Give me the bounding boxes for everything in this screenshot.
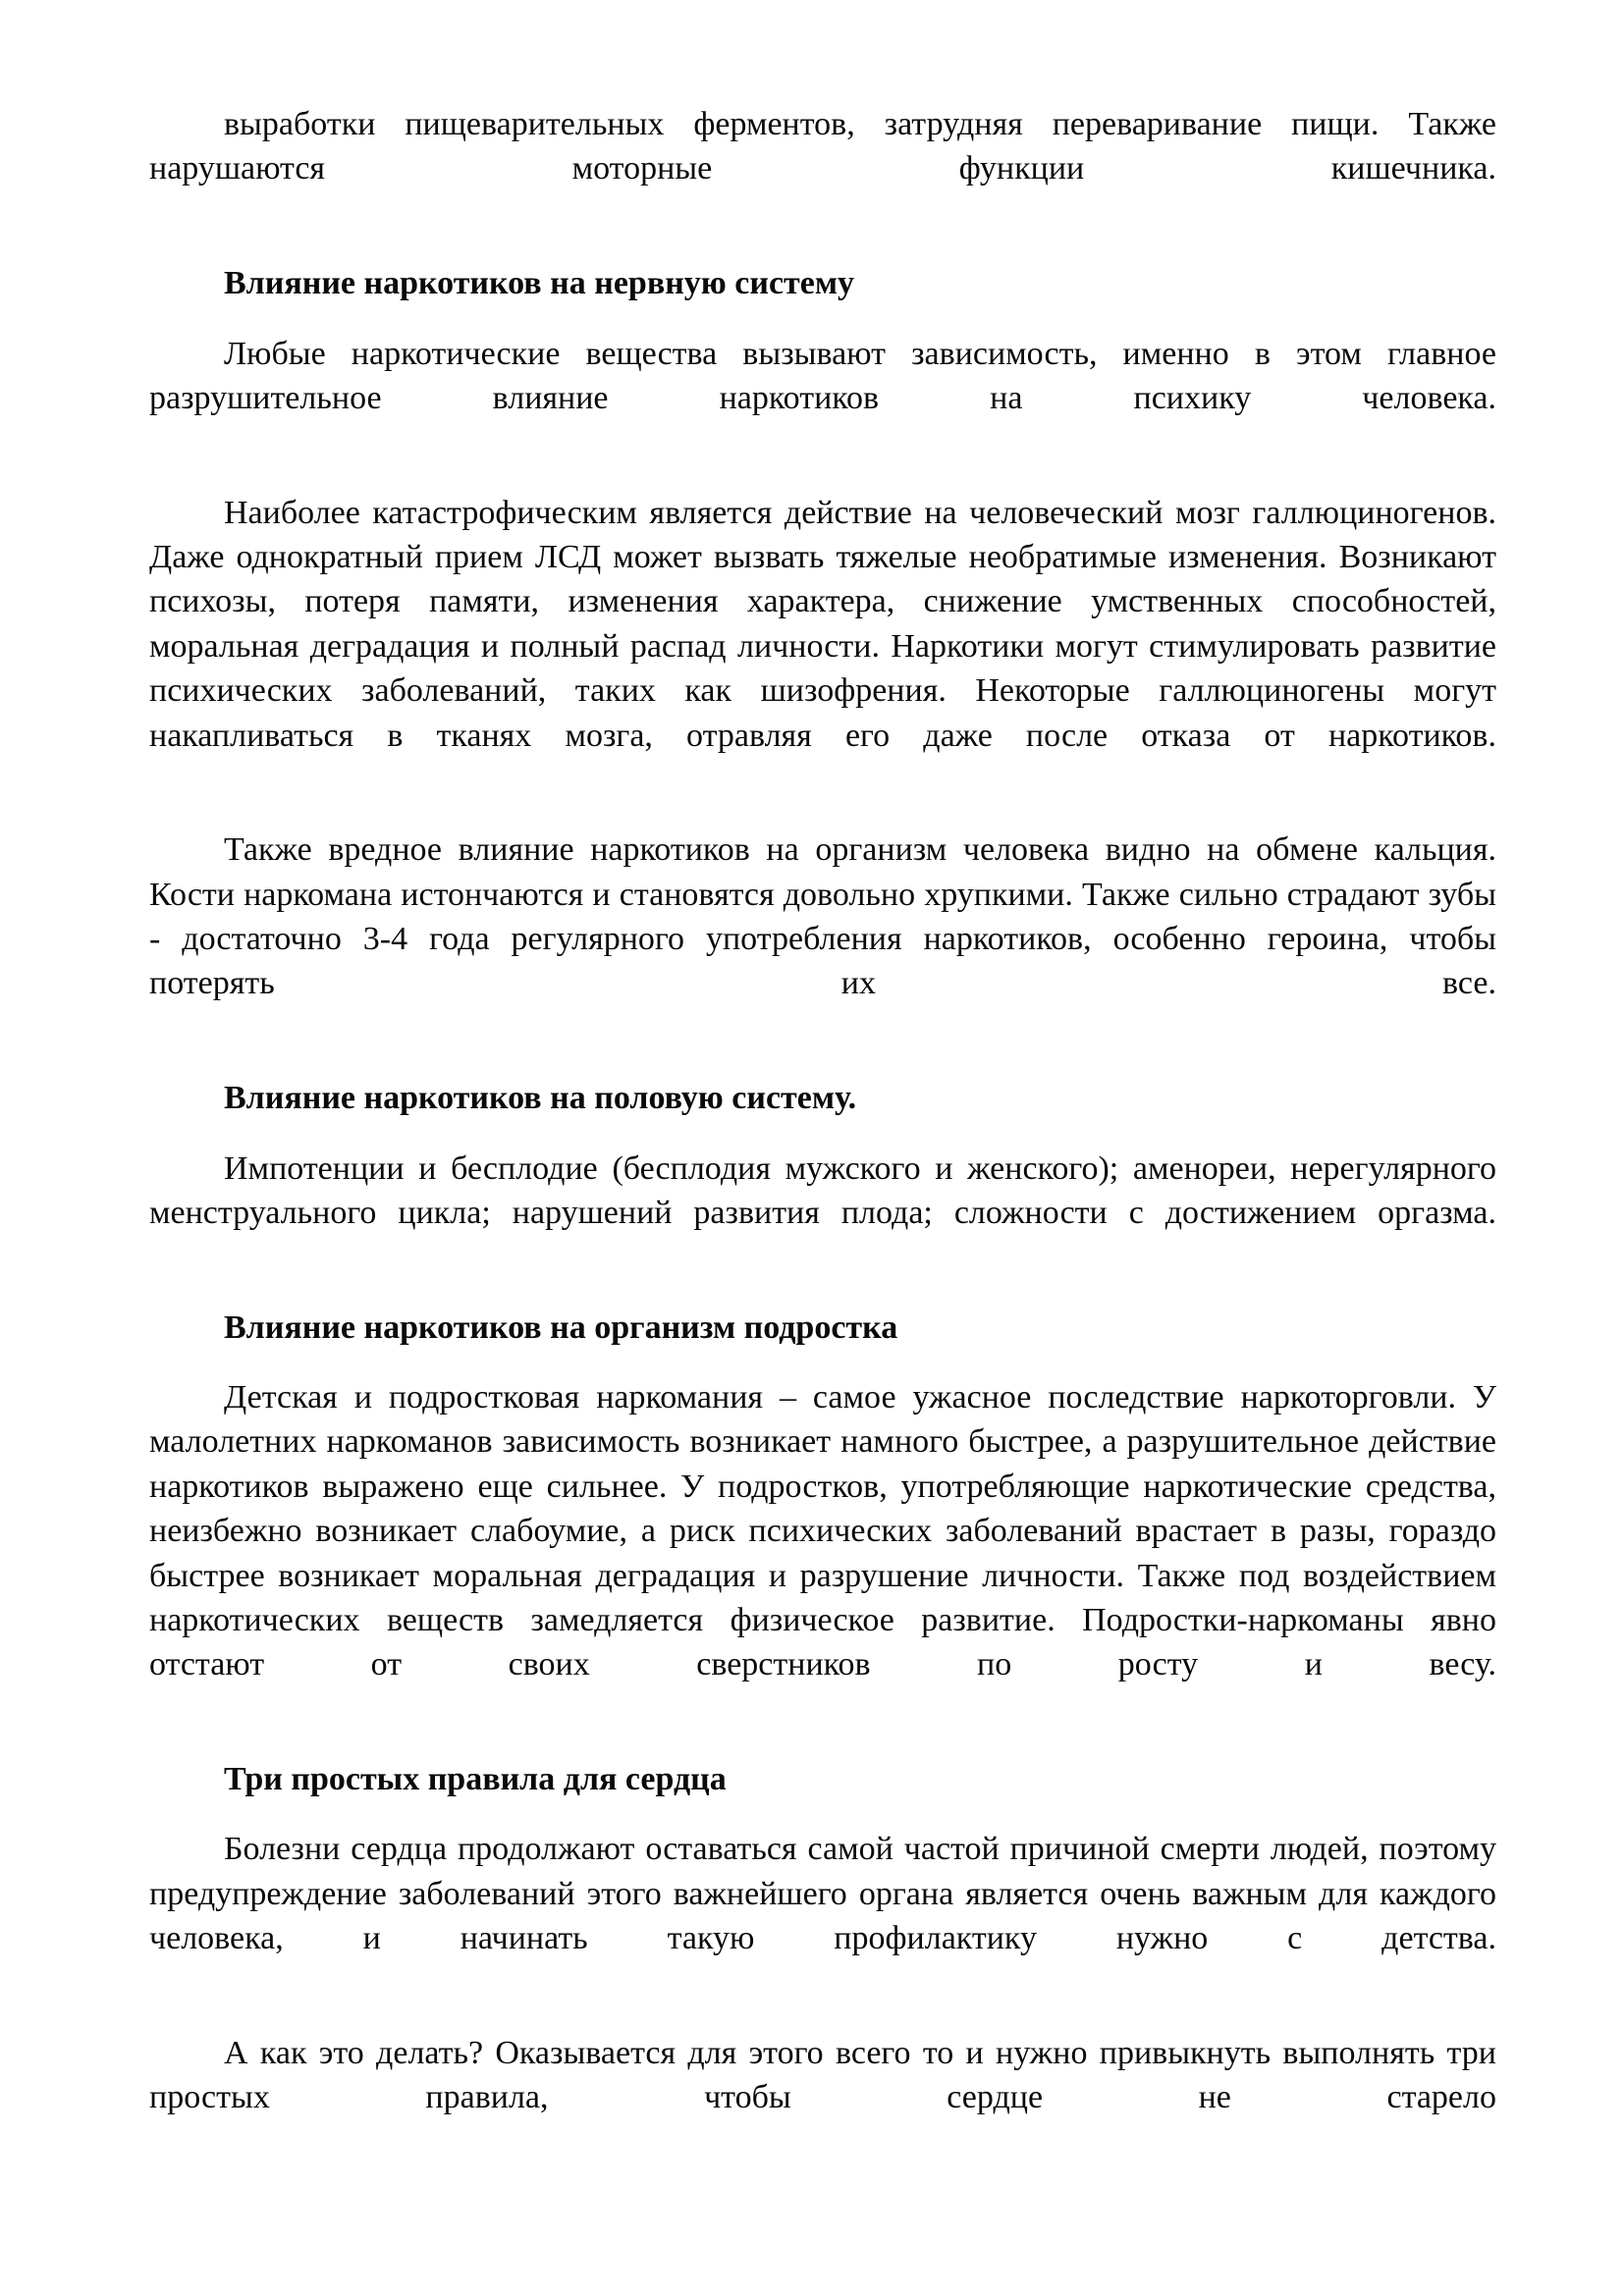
page-content — [149, 102, 1496, 2164]
paragraph-heart-disease: Болезни сердца продолжают оставаться самой частой причиной смерти людей, поэтому предупреждение заболеваний этого важнейшего органа является очень важным для каждого человека, и начинать такую профилактику нужно с детства. — [149, 1831, 1496, 1957]
block-spacer — [149, 1050, 1496, 1076]
block-spacer — [149, 1732, 1496, 1757]
heading-nervous-system: Влияние наркотиков на нервную систему — [224, 265, 854, 302]
paragraph-continued-digestive: выработки пищеварительных ферментов, затрудняя переваривание пищи. Также нарушаются моторные функции кишечника. — [149, 106, 1496, 187]
block-spacer — [149, 802, 1496, 828]
paragraph-dependence: Любые наркотические вещества вызывают зависимость, именно в этом главное разрушительное влияние наркотиков на психику человека. — [149, 335, 1496, 416]
paragraph-how-to: А как это делать? Оказывается для этого всего то и нужно привыкнуть выполнять три простых правила, чтобы сердце не старело — [149, 2034, 1496, 2116]
block-spacer — [149, 1121, 1496, 1147]
paragraph-hallucinogens: Наиболее катастрофическим является действие на человеческий мозг галлюциногенов. Даже однократный прием ЛСД может вызвать тяжелые необратимые изменения. Возникают психозы, потеря памяти, изменения характера, снижение умственных способностей, моральная деградация и полный распад личности. Наркотики могут стимулировать развитие психических заболеваний, таких как шизофрения. Некоторые галлюциногены могут накапливаться в тканях мозга, отравляя его даже после отказа от наркотиков. — [149, 494, 1496, 754]
block-spacer — [149, 1801, 1496, 1827]
heading-teen-organism: Влияние наркотиков на организм подростка — [224, 1308, 898, 1346]
block-spacer — [149, 2005, 1496, 2031]
paragraph-reproductive: Импотенции и бесплодие (бесплодия мужского и женского); аменореи, нерегулярного менструального цикла; нарушений развития плода; сложности с достижением оргазма. — [149, 1149, 1496, 1231]
paragraph-teen: Детская и подростковая наркомания – самое ужасное последствие наркоторговли. У малолетних наркоманов зависимость возникает намного быстрее, а разрушительное действие наркотиков выражено еще сильнее. У подростков, употребляющие наркотические средства, неизбежно возникает слабоумие, а риск психических заболеваний врастает в разы, гораздо быстрее возникает моральная деградация и разрушение личности. Также под воздействием наркотических веществ замедляется физическое развитие. Подростки-наркоманы явно отстают от своих сверстников по росту и весу. — [149, 1379, 1496, 1683]
heading-reproductive-system: Влияние наркотиков на половую систему. — [224, 1080, 857, 1117]
block-spacer — [149, 465, 1496, 491]
block-spacer — [149, 236, 1496, 261]
block-spacer — [149, 1350, 1496, 1375]
block-spacer — [149, 1280, 1496, 1306]
paragraph-calcium: Также вредное влияние наркотиков на организм человека видно на обмене кальция. Кости наркомана истончаются и становятся довольно хрупкими. Также сильно страдают зубы - достаточно 3-4 года регулярного употребления наркотиков, особенно героина, чтобы потерять их все. — [149, 831, 1496, 1002]
heading-three-rules: Три простых правила для сердца — [224, 1761, 727, 1797]
block-spacer — [149, 306, 1496, 332]
